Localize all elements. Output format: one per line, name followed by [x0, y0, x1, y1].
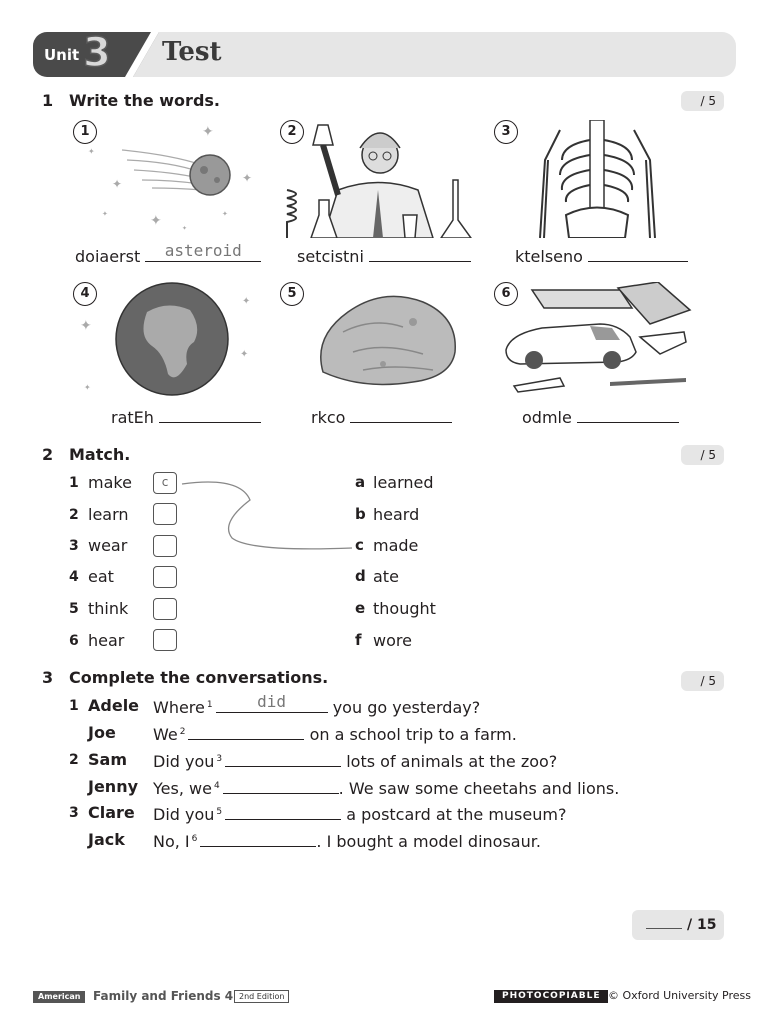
picture-4-number: 4: [73, 282, 97, 306]
photocopiable-label: PHOTOCOPIABLE: [494, 990, 608, 1003]
line-text-before: Where: [153, 698, 205, 717]
section-1-score: / 5: [681, 91, 724, 111]
picture-1-number: 1: [73, 120, 97, 144]
conversation-line-4: [153, 777, 619, 798]
speaker-name: Adele: [88, 696, 140, 715]
match-right-word: heard: [373, 505, 420, 524]
total-score: [632, 910, 724, 940]
answer-blank-6[interactable]: [200, 830, 316, 847]
scrambled-word: setcistni: [297, 247, 364, 266]
answer-field-3[interactable]: [588, 245, 688, 262]
section-2-score: / 5: [681, 445, 724, 465]
match-right-word: wore: [373, 631, 412, 650]
svg-text:✦: ✦: [182, 225, 188, 232]
earth-icon: [72, 282, 262, 397]
blank-number: 1: [206, 700, 213, 710]
line-text-before: No, I: [153, 832, 190, 851]
blank-number: 5: [216, 807, 223, 817]
match-right-letter: b: [355, 505, 366, 523]
section-2-title: Match.: [69, 445, 131, 464]
match-left-number: 6: [69, 633, 79, 649]
match-right-word: ate: [373, 567, 399, 586]
svg-text:✦: ✦: [242, 171, 253, 185]
scrambled-word: odmle: [522, 408, 572, 427]
section-1-title: Write the words.: [69, 91, 220, 110]
match-left-word: make: [88, 473, 132, 492]
svg-text:✦: ✦: [102, 210, 108, 218]
svg-text:✦: ✦: [84, 383, 91, 392]
match-answer-box-5[interactable]: [153, 598, 177, 620]
line-text-after: . I bought a model dinosaur.: [316, 832, 541, 851]
total-score-value: / 15: [687, 917, 717, 933]
total-score-blank[interactable]: [646, 928, 682, 929]
speaker-name: Jenny: [88, 777, 139, 796]
svg-text:✦: ✦: [222, 210, 228, 218]
conversation-line-1: [153, 692, 481, 717]
match-left-word: wear: [88, 536, 128, 555]
answer-blank-5[interactable]: [225, 803, 341, 820]
answer-field-2[interactable]: [369, 245, 471, 262]
blank-number: 3: [216, 754, 223, 764]
word-item-2: [297, 245, 471, 266]
rock-icon: [283, 282, 483, 397]
word-item-3: [515, 245, 688, 266]
speaker-name: Clare: [88, 803, 135, 822]
answer-field-1[interactable]: [145, 241, 261, 262]
conversation-line-2: [153, 723, 517, 744]
page-title: Test: [162, 37, 222, 67]
scrambled-word: ktelseno: [515, 247, 583, 266]
svg-text:✦: ✦: [202, 124, 214, 140]
line-text-after: you go yesterday?: [332, 698, 481, 717]
match-left-number: 5: [69, 601, 79, 617]
conversation-line-6: [153, 830, 541, 851]
picture-2-number: 2: [280, 120, 304, 144]
match-right-letter: c: [355, 536, 364, 554]
speaker-name: Joe: [88, 723, 116, 742]
asteroid-icon: [72, 120, 262, 238]
match-left-word: learn: [88, 505, 129, 524]
word-item-4: [111, 406, 261, 427]
answer-field-4[interactable]: [159, 406, 261, 423]
scrambled-word: doiaerst: [75, 247, 141, 266]
section-1-number: 1: [42, 91, 54, 110]
scrambled-word: rkco: [311, 408, 346, 427]
footer-edition-badge: American: [33, 991, 85, 1003]
footer-book-title: Family and Friends 4: [93, 989, 234, 1003]
svg-text:✦: ✦: [242, 296, 251, 307]
line-text-after: lots of animals at the zoo?: [346, 752, 558, 771]
match-right-letter: a: [355, 473, 366, 491]
match-left-word: hear: [88, 631, 125, 650]
line-text-after: . We saw some cheetahs and lions.: [338, 779, 620, 798]
word-item-6: [522, 406, 679, 427]
picture-5-number: 5: [280, 282, 304, 306]
match-example-line: [180, 478, 355, 553]
model-car-icon: [500, 282, 696, 397]
footer-edition: 2nd Edition: [234, 990, 289, 1003]
unit-number: 3: [83, 30, 111, 76]
line-text-before: Did you: [153, 805, 215, 824]
svg-text:✦: ✦: [112, 177, 123, 191]
conversation-line-3: [153, 750, 557, 771]
word-item-1: [75, 241, 261, 266]
unit-label: Unit: [44, 46, 80, 64]
match-answer-box-6[interactable]: [153, 629, 177, 651]
speaker-name: Sam: [88, 750, 127, 769]
answer-blank-2[interactable]: [188, 723, 304, 740]
picture-3-number: 3: [494, 120, 518, 144]
match-right-word: made: [373, 536, 419, 555]
section-3-score: / 5: [681, 671, 724, 691]
line-text-before: We: [153, 725, 178, 744]
skeleton-icon: [500, 120, 696, 238]
answer-text: asteroid: [164, 241, 242, 260]
match-right-word: thought: [373, 599, 436, 618]
line-text-after: on a school trip to a farm.: [309, 725, 517, 744]
picture-6-number: 6: [494, 282, 518, 306]
line-text-before: Did you: [153, 752, 215, 771]
line-text-before: Yes, we: [153, 779, 212, 798]
blank-number: 2: [179, 727, 186, 737]
conversation-line-5: [153, 803, 566, 824]
svg-text:✦: ✦: [88, 147, 95, 156]
publisher-credit: © Oxford University Press: [608, 989, 752, 1002]
conversation-number: 2: [69, 752, 79, 768]
section-3-title: Complete the conversations.: [69, 668, 329, 687]
match-answer-box-1[interactable]: c: [153, 472, 177, 494]
match-right-letter: f: [355, 631, 362, 649]
answer-field-6[interactable]: [577, 406, 679, 423]
section-2-number: 2: [42, 445, 54, 464]
match-right-letter: e: [355, 599, 366, 617]
conversation-number: 1: [69, 698, 79, 714]
line-text-after: a postcard at the museum?: [346, 805, 567, 824]
word-item-5: [311, 406, 452, 427]
blank-number: 6: [191, 834, 198, 844]
svg-text:✦: ✦: [80, 318, 92, 334]
match-left-number: 1: [69, 475, 79, 491]
conversation-number: 3: [69, 805, 79, 821]
answer-blank-4[interactable]: [223, 777, 339, 794]
section-3-number: 3: [42, 668, 54, 687]
svg-text:✦: ✦: [240, 349, 249, 360]
answer-blank-3[interactable]: [225, 750, 341, 767]
match-answer-box-4[interactable]: [153, 566, 177, 588]
match-left-word: think: [88, 599, 129, 618]
match-right-word: learned: [373, 473, 434, 492]
answer-blank-1[interactable]: [216, 692, 328, 713]
scrambled-word: ratEh: [111, 408, 154, 427]
match-left-word: eat: [88, 567, 114, 586]
blank-number: 4: [213, 781, 220, 791]
scientist-icon: [283, 120, 473, 238]
match-right-letter: d: [355, 567, 366, 585]
match-left-number: 3: [69, 538, 79, 554]
speaker-name: Jack: [88, 830, 125, 849]
match-answer-box-3[interactable]: [153, 535, 177, 557]
answer-field-5[interactable]: [350, 406, 452, 423]
match-answer-box-2[interactable]: [153, 503, 177, 525]
match-left-number: 2: [69, 507, 79, 523]
svg-text:✦: ✦: [150, 213, 162, 229]
match-left-number: 4: [69, 569, 79, 585]
answer-text: did: [257, 692, 287, 711]
